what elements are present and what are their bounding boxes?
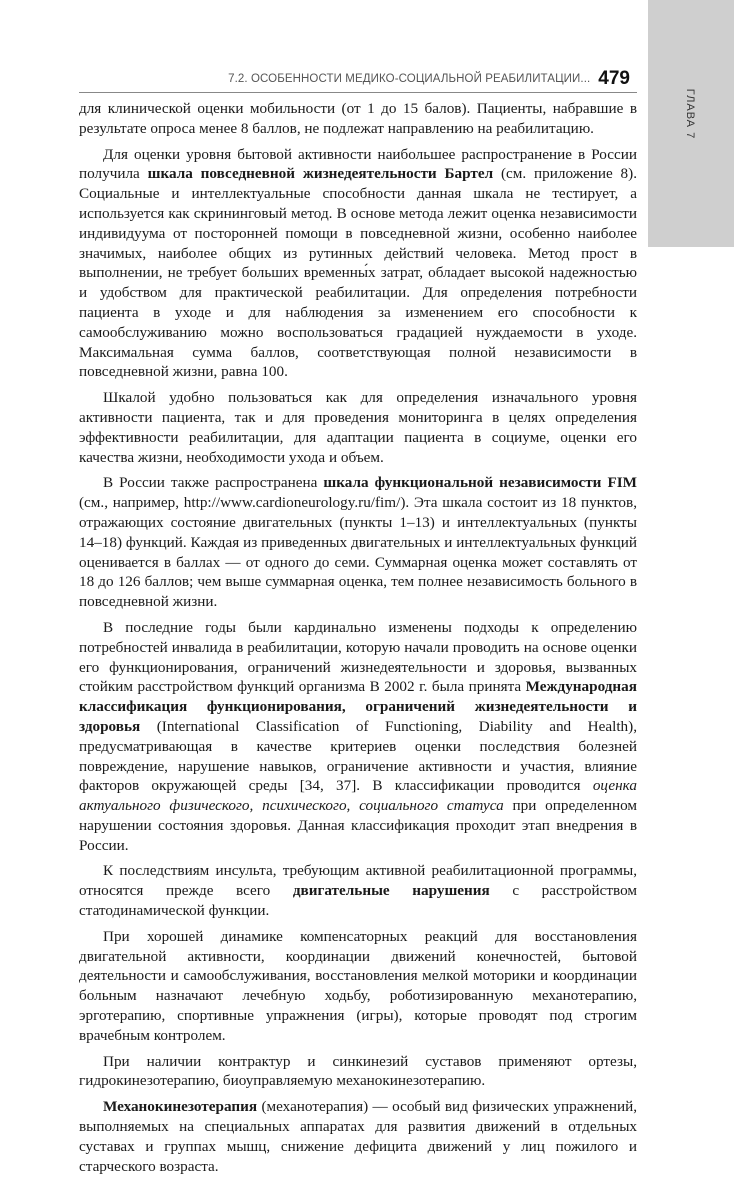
paragraph-text: Для оценки уровня бытовой активности наибольшее распространение в России получила — [79, 145, 637, 183]
term-icf: Международная классификация функционирования, ограничений жизнедеятельности и здоровья — [79, 678, 637, 735]
paragraph — [79, 618, 637, 856]
section-title: 7.2. ОСОБЕННОСТИ МЕДИКО-СОЦИАЛЬНОЙ РЕАБИЛИТАЦИИ... — [228, 73, 591, 85]
paragraph — [79, 1097, 637, 1176]
emphasis-status-assessment: оценка актуального физического, психического, социального статуса — [79, 777, 637, 815]
term-motor-disorders: двигательные нарушения — [292, 882, 490, 900]
paragraph-text: с расстройством статодинамической функции. — [79, 882, 637, 920]
paragraph-text: В последние годы были кардинально изменены подходы к определению потребностей инвалида в реабилитации, которую начали проводить на основе оценки его функционирования, ограничений жизнедеятельности и здоровья, вызванных стойким расстройством функций организма В 2002 г. была принята — [79, 618, 637, 696]
running-head — [0, 68, 630, 90]
paragraph — [79, 1052, 637, 1092]
paragraph-text: Шкалой удобно пользоваться как для определения изначального уровня активности пациента, так и для проведения мониторинга в целях определения эффективности реабилитации, для адаптации пациента в социуме, оценки его качества жизни, необходимости ухода и объем. — [79, 389, 637, 466]
paragraph-text: При хорошей динамике компенсаторных реакций для восстановления двигательной активности, координации движений конечностей, бытовой деятельности и самообслуживания, восстановления мелкой моторики и координации больным назначают лечебную ходьбу, роботизированную механотерапию, эрготерапию, спортивные упражнения (игры), которые проводят под строгим врачебным контролем. — [79, 927, 637, 1044]
paragraph-text: При наличии контрактур и синкинезий суставов применяют ортезы, гидрокинезотерапию, биоуправляемую механокинезотерапию. — [79, 1052, 637, 1090]
page-body — [79, 99, 637, 1182]
paragraph-text: при определенном нарушении состояния здоровья. Данная классификация проходит этап внедрения в России. — [79, 797, 637, 854]
paragraph — [79, 473, 637, 612]
header-rule — [79, 92, 637, 93]
chapter-tab-label: ГЛАВА 7 — [684, 88, 696, 140]
paragraph — [79, 99, 637, 139]
paragraph — [79, 145, 637, 383]
paragraph — [79, 927, 637, 1046]
paragraph-text: (International Classification of Functioning, Diability and Health), предусматривающая в качестве критериев оценки последствия болезней повреждение, нарушение навыков, ограничение активности и участия, влияние факторов окружающей среды [34, 37]. В классификации проводится — [79, 717, 637, 795]
paragraph-text: В России также распространена — [103, 474, 324, 492]
paragraph-text: (см., например, http://www.cardioneurology.ru/fim/). Эта шкала состоит из 18 пунктов, отражающих состояние двигательных (пункты 1–13) и интеллектуальных (пункты 14–18) функций. Каждая из приведенных двигательных и интеллектуальных функций оценивается в баллах — от одного до семи. Суммарная оценка может составлять от 18 до 126 баллов; чем выше суммарная оценка, тем полнее независимость больного в повседневной жизни. — [79, 494, 637, 611]
paragraph-text: (см. приложение 8). Социальные и интеллектуальные способности данная шкала не тестирует, а используется как скрининговый метод. В основе метода лежит оценка независимости индивидуума от посторонней помощи в повседневной жизни, особенно наиболее значимых, наиболее общих из рутинных действий человека. Метод прост в выполнении, не требует больших временны́х затрат, обладает высокой надежностью и удобством для практической реабилитации. Для определения потребности пациента в уходе и для наблюдения за изменением его способности к самообслуживанию можно воспользоваться градацией нуждаемости в уходе. Максимальная сумма баллов, соответствующая полной независимости в повседневной жизни, равна 100. — [79, 165, 638, 381]
term-barthel-scale: шкала повседневной жизнедеятельности Бартел — [147, 165, 494, 183]
paragraph-text: К последствиям инсульта, требующим активной реабилитационной программы, относятся прежде всего — [79, 862, 637, 900]
paragraph — [79, 388, 637, 467]
page-number: 479 — [598, 68, 630, 89]
term-mechanokinesiotherapy: Механокинезотерапия — [103, 1098, 258, 1116]
paragraph-text: для клинической оценки мобильности (от 1 до 15 балов). Пациенты, набравшие в результате опроса менее 8 баллов, не подлежат направлению на реабилитацию. — [79, 100, 637, 137]
term-fim-scale: шкала функциональной независимости FIM — [323, 474, 637, 492]
paragraph-text: (механотерапия) — особый вид физических упражнений, выполняемых на специальных аппаратах для развития движений в отдельных суставах и группах мышц, снижение дефицита движений у лиц пожилого и старческого возраста. — [79, 1098, 637, 1175]
paragraph — [79, 861, 637, 920]
